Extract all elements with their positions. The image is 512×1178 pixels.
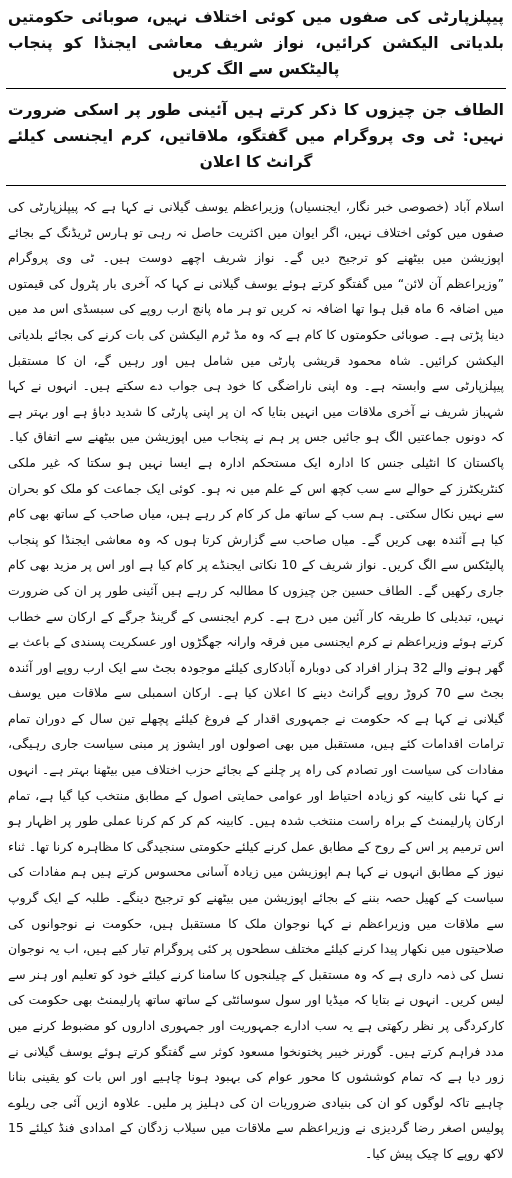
article-headline: پیپلزپارٹی کی صفوں میں کوئی اختلاف نہیں، صوبائی حکومتیں بلدیاتی الیکشن کرائیں، نواز شریف معاشی ایجنڈا کو پنجاب پالیٹکس سے الگ کریں xyxy=(8,8,504,78)
article-subheadline: الطاف جن چیزوں کا ذکر کرتے ہیں آئینی طور پر اسکی ضرورت نہیں: ٹی وی پروگرام میں گفتگو، ملاقاتیں، کرم ایجنسی کیلئے گرانٹ کا اعلان xyxy=(8,101,504,171)
article-body: اسلام آباد (خصوصی خبر نگار، ایجنسیاں) وزیراعظم یوسف گیلانی نے کہا ہے کہ پیپلزپارٹی کی صفوں میں کوئی اختلاف نہیں، اگر ایوان میں اکثریت حاصل نہ رہی تو ہارس ٹریڈنگ کے بجائے اپوزیشن میں بیٹھنے کو ترجیح دیں گے۔ نواز شریف اچھے دوست ہیں۔ ٹی وی پروگرام ”وزیراعظم آن لائن“ میں گفتگو کرتے ہوئے یوسف گیلانی نے کہا کہ آخری بار پٹرول کی قیمتوں میں اضافہ 6 ماہ قبل ہوا تھا اضافہ نہ کریں تو ہر ماہ پانچ ارب روپے کی سبسڈی اس مد میں دینا پڑتی ہے۔ صوبائی حکومتوں کا کام ہے کہ وہ مڈ ٹرم الیکشن کی بات کرنے کی بجائے بلدیاتی الیکشن کرائیں۔ شاہ محمود قریشی پارٹی میں شامل ہیں اور رہیں گے، ان کا مستقبل پیپلزپارٹی سے وابستہ ہے۔ وہ اپنی ناراضگی کا خود ہی جواب دے سکتے ہیں۔ انہوں نے کہا شہباز شریف نے آخری ملاقات میں انہیں بتایا کہ ان پر اپنی پارٹی کا شدید دباؤ ہے اور بہتر ہے کہ دونوں جماعتیں الگ ہو جائیں جس پر ہم نے پنجاب میں اپوزیشن میں بیٹھنے سے اتفاق کیا۔ پاکستان کا انٹیلی جنس کا ادارہ ایک مستحکم ادارہ ہے ایسا نہیں ہو سکتا کہ غیر ملکی کنٹریکٹرز کے حوالے سے سب کچھ اس کے علم میں نہ ہو۔ کوئی ایک جماعت کو ملک کو بحران سے نہیں نکال سکتی۔ ہم سب کے ساتھ مل کر کام کر رہے ہیں، میاں صاحب کے ساتھ بھی کام کیا ہے آئندہ بھی کریں گے۔ میاں صاحب سے گزارش کرتا ہوں کہ وہ معاشی ایجنڈا کو پنجاب پالیٹکس سے الگ کریں۔ نواز شریف کے 10 نکاتی ایجنڈے پر کام کیا ہے اور اس پر مزید بھی کام جاری رکھیں گے۔ الطاف حسین جن چیزوں کا مطالبہ کر رہے ہیں آئینی طور پر ان کی ضرورت نہیں، تبدیلی کا طریقہ کار آئین میں درج ہے۔ کرم ایجنسی کے گرینڈ جرگے کے ارکان سے خطاب کرتے ہوئے وزیراعظم نے کرم ایجنسی میں فرقہ وارانہ جھگڑوں اور عسکریت پسندی کے باعث بے گھر ہونے والے 32 ہزار افراد کی دوبارہ آبادکاری کیلئے موجودہ بجٹ سے ایک ارب روپے اور آئندہ بجٹ سے 70 کروڑ روپے گرانٹ دینے کا اعلان کیا ہے۔ ارکان اسمبلی سے ملاقات میں یوسف گیلانی نے کہا ہے کہ حکومت نے جمہوری اقدار کے فروغ کیلئے پچھلے تین سال کے دوران تمام ترامات اقدامات کئے ہیں، مستقبل میں بھی اصولوں اور ایشوز پر مبنی سیاست جاری رہیگی، مفادات کی سیاست اور تصادم کی راہ پر چلنے کے بجائے حزب اختلاف میں بیٹھنا بہتر ہے۔ انہوں نے کہا نئی کابینہ کو زیادہ احتیاط اور عوامی حمایتی اصول کے مطابق منتخب کیا گیا ہے، تمام ارکان پارلیمنٹ کے براہ راست منتخب شدہ ہیں۔ کابینہ کم کر کم کرنا عملی طور پر اظہار ہو اس ترمیم پر اس کے روح کے مطابق عمل کرنے کیلئے حکومتی سنجیدگی کا مظاہرہ کرنا تھا۔ ثناء نیوز کے مطابق انہوں نے کہا ہم اپوزیشن میں زیادہ آسانی محسوس کرتے ہیں ہم مفادات کی سیاست کے کھیل حصہ بننے کے بجائے اپوزیشن میں بیٹھنے کو ترجیح دینگے۔ طلبہ کے ایک گروپ سے ملاقات میں وزیراعظم نے کہا نوجوان ملک کا مستقبل ہیں، حکومت نے نوجوانوں کی صلاحیتوں میں نکھار پیدا کرنے کیلئے مختلف سطحوں پر کئی پروگرام تیار کیے ہیں، اب یہ نوجوان نسل کی ذمہ داری ہے کہ وہ مستقبل کے چیلنجوں کا سامنا کرنے کیلئے خود کو تعلیم اور ہنر سے لیس کریں۔ انہوں نے بتایا کہ میڈیا اور سول سوسائٹی کے ساتھ ساتھ پارلیمنٹ بھی حکومت کی کارکردگی پر نظر رکھتی ہے یہ سب ادارے جمہوریت اور جمہوری اداروں کو مضبوط کرنے میں مدد فراہم کرتے ہیں۔ گورنر خیبر پختونخوا مسعود کوثر سے گفتگو کرتے ہوئے یوسف گیلانی نے زور دیا ہے کہ تمام کوششوں کا محور عوام کی بہبود ہونا چاہیے اور اس بات کو یقینی بنانا چاہیے تاکہ لوگوں کو ان کی بنیادی ضروریات ان کی دہلیز پر ملیں۔ علاوہ ازیں آئی جی ریلوے پولیس اصغر رضا گردیزی نے وزیراعظم سے ملاقات میں سیلاب زدگان کے امدادی فنڈ کیلئے 15 لاکھ روپے کا چیک پیش کیا۔ xyxy=(8,199,505,1161)
